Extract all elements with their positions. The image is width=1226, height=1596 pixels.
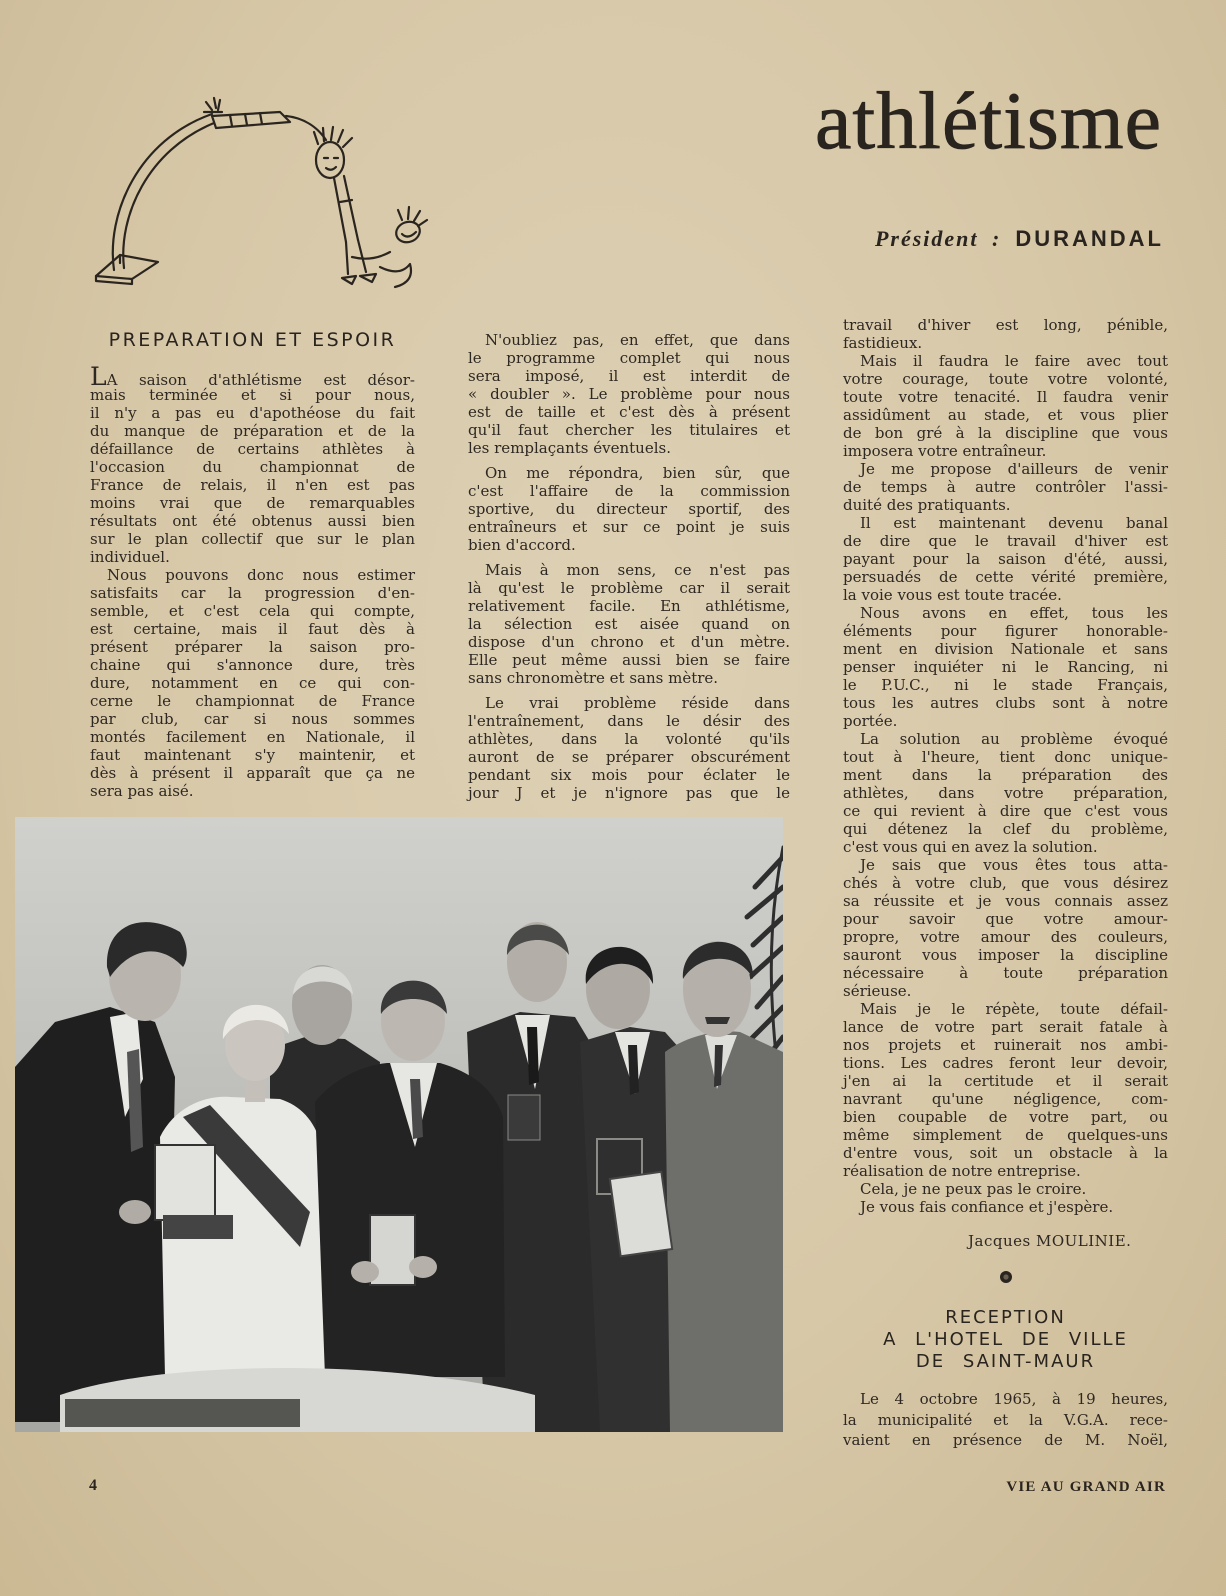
article-paragraph bbox=[468, 561, 790, 687]
text-line: Je sais que vous êtes tous atta- bbox=[860, 856, 1168, 874]
article-paragraph bbox=[843, 514, 1168, 604]
text-line: Je me propose d'ailleurs de venir bbox=[860, 460, 1168, 478]
reception-heading bbox=[843, 1307, 1168, 1373]
text-line: On me répondra, bien sûr, que bbox=[485, 464, 790, 482]
magazine-name: VIE AU GRAND AIR bbox=[1006, 1479, 1166, 1495]
text-line: assidûment au stade, et vous plier bbox=[843, 406, 1168, 424]
text-line: sa réussite et je vous connais assez bbox=[843, 892, 1168, 910]
article-paragraph bbox=[90, 362, 415, 566]
text-line: propre, votre amour des couleurs, bbox=[843, 928, 1168, 946]
text-line: payant pour la saison d'été, aussi, bbox=[843, 550, 1168, 568]
text-line: Mais à mon sens, ce n'est pas bbox=[485, 561, 790, 579]
text-line: navrant qu'une négligence, com- bbox=[843, 1090, 1168, 1108]
text-line: par club, car si nous sommes bbox=[90, 710, 415, 728]
text-line: chés à votre club, que vous désirez bbox=[843, 874, 1168, 892]
text-line: Le vrai problème réside dans bbox=[485, 694, 790, 712]
text-line: Il est maintenant devenu banal bbox=[860, 514, 1168, 532]
article-paragraph bbox=[90, 566, 415, 800]
text-line: tions. Les cadres feront leur devoir, bbox=[843, 1054, 1168, 1072]
text-line: entraîneurs et sur ce point je suis bbox=[468, 518, 790, 536]
text-line: tout à l'heure, tient donc unique- bbox=[843, 748, 1168, 766]
text-line: Je vous fais confiance et j'espère. bbox=[860, 1198, 1114, 1216]
text-line: ce qui revient à dire que c'est vous bbox=[843, 802, 1168, 820]
reception-paragraph bbox=[843, 1389, 1168, 1451]
text-line: imposera votre entraîneur. bbox=[843, 442, 1047, 460]
text-line: la sélection est aisée quand on bbox=[468, 615, 790, 633]
article-paragraph bbox=[843, 460, 1168, 514]
text-line: portée. bbox=[843, 712, 898, 730]
text-line: j'en ai la certitude et il serait bbox=[843, 1072, 1168, 1090]
text-line: résultats ont été obtenus aussi bien bbox=[90, 512, 415, 530]
text-line: chaine qui s'annonce dure, très bbox=[90, 656, 415, 674]
text-line: mais terminée et si pour nous, bbox=[90, 386, 415, 404]
text-line: relativement facile. En athlétisme, bbox=[468, 597, 790, 615]
text-line: persuadés de cette vérité première, bbox=[843, 568, 1168, 586]
text-line: Elle peut même aussi bien se faire bbox=[468, 651, 790, 669]
text-line: travail d'hiver est long, pénible, bbox=[843, 316, 1168, 334]
text-line: l'entraînement, dans le désir des bbox=[468, 712, 790, 730]
text-line: est de taille et c'est dès à présent bbox=[468, 403, 790, 421]
reception-body bbox=[843, 1389, 1168, 1451]
article-column-left bbox=[90, 362, 415, 800]
text-line: le P.U.C., ni le stade Français, bbox=[843, 676, 1168, 694]
text-line: est certaine, mais il faut dès à bbox=[90, 620, 415, 638]
text-line: sans chronomètre et sans mètre. bbox=[468, 669, 719, 687]
president-line bbox=[875, 226, 1164, 252]
text-line: d'entre vous, soit un obstacle à la bbox=[843, 1144, 1168, 1162]
text-line: Nous avons en effet, tous les bbox=[860, 604, 1168, 622]
article-paragraph bbox=[843, 316, 1168, 352]
text-line: duité des pratiquants. bbox=[843, 496, 1011, 514]
text-line: sportive, du directeur sportif, des bbox=[468, 500, 790, 518]
article-column-right bbox=[843, 316, 1168, 1216]
text-line: qu'il faut chercher les titulaires et bbox=[468, 421, 790, 439]
text-line: satisfaits car la progression d'en- bbox=[90, 584, 415, 602]
president-label: Président : bbox=[874, 226, 1002, 251]
text-line: la voie vous est toute tracée. bbox=[843, 586, 1062, 604]
text-line: athlètes, dans la volonté qu'ils bbox=[468, 730, 790, 748]
text-line: athlètes, dans votre préparation, bbox=[843, 784, 1168, 802]
reception-heading-line: A L'HOTEL DE VILLE bbox=[883, 1329, 1128, 1350]
text-line: là qu'est le problème car il serait bbox=[468, 579, 790, 597]
text-line: Mais il faudra le faire avec tout bbox=[860, 352, 1168, 370]
text-line: Mais je le répète, toute défail- bbox=[860, 1000, 1168, 1018]
text-line: du manque de préparation et de la bbox=[90, 422, 415, 440]
text-line: « doubler ». Le problème pour nous bbox=[468, 385, 790, 403]
text-line: jour J et je n'ignore pas que le bbox=[468, 784, 790, 802]
text-line: N'oubliez pas, en effet, que dans bbox=[485, 331, 790, 349]
article-paragraph bbox=[843, 1198, 1168, 1216]
text-line: dispose d'un chrono et d'un mètre. bbox=[468, 633, 790, 651]
article-paragraph bbox=[843, 1000, 1168, 1180]
text-line: l'occasion du championnat de bbox=[90, 458, 415, 476]
text-line: penser inquiéter ni le Rancing, ni bbox=[843, 658, 1168, 676]
text-line: défaillance de certains athlètes à bbox=[90, 440, 415, 458]
article-paragraph bbox=[843, 604, 1168, 730]
article-paragraph bbox=[468, 331, 790, 457]
text-line: bien d'accord. bbox=[468, 536, 576, 554]
text-line: cerne le championnat de France bbox=[90, 692, 415, 710]
text-line: de bon gré à la discipline que vous bbox=[843, 424, 1168, 442]
text-line: sauront vous imposer la discipline bbox=[843, 946, 1168, 964]
text-line: la municipalité et la V.G.A. rece- bbox=[843, 1410, 1168, 1429]
article-paragraph bbox=[468, 464, 790, 554]
text-line: fastidieux. bbox=[843, 334, 923, 352]
text-line: ment dans la préparation des bbox=[843, 766, 1168, 784]
article-paragraph bbox=[468, 694, 790, 802]
text-line: individuel. bbox=[90, 548, 170, 566]
text-line: moins vrai que de remarquables bbox=[90, 494, 415, 512]
reception-heading-line: DE SAINT-MAUR bbox=[915, 1351, 1096, 1372]
text-line: semble, et c'est cela qui compte, bbox=[90, 602, 415, 620]
article-heading: PREPARATION ET ESPOIR bbox=[108, 329, 397, 351]
text-line: présent préparer la saison pro- bbox=[90, 638, 415, 656]
text-line: auront de se préparer obscurément bbox=[468, 748, 790, 766]
text-line: dure, notamment en ce qui con- bbox=[90, 674, 415, 692]
text-line: pour savoir que votre amour- bbox=[843, 910, 1168, 928]
text-line: La solution au problème évoqué bbox=[860, 730, 1168, 748]
text-line: pendant six mois pour éclater le bbox=[468, 766, 790, 784]
pole-vaulter-cartoon bbox=[90, 92, 430, 302]
text-line: le programme complet qui nous bbox=[468, 349, 790, 367]
text-line: même simplement de quelques-uns bbox=[843, 1126, 1168, 1144]
text-line: vaient en présence de M. Noël, bbox=[843, 1431, 1168, 1449]
text-line: toute votre tenacité. Il faudra venir bbox=[843, 388, 1168, 406]
text-line: lance de votre part serait fatale à bbox=[843, 1018, 1168, 1036]
article-paragraph bbox=[843, 1180, 1168, 1198]
text-line: LA saison d'athlétisme est désor- bbox=[90, 362, 415, 391]
text-line: ment en division Nationale et sans bbox=[843, 640, 1168, 658]
text-line: c'est vous qui en avez la solution. bbox=[843, 838, 1098, 856]
text-line: c'est l'affaire de la commission bbox=[468, 482, 790, 500]
text-line: sérieuse. bbox=[843, 982, 912, 1000]
text-line: votre courage, toute votre volonté, bbox=[843, 370, 1168, 388]
page-number: 4 bbox=[89, 1477, 97, 1494]
text-line: sera imposé, il est interdit de bbox=[468, 367, 790, 385]
text-line: Nous pouvons donc nous estimer bbox=[107, 566, 415, 584]
section-title: athlétisme bbox=[814, 75, 1162, 166]
president-name: DURANDAL bbox=[1015, 226, 1164, 251]
text-line: réalisation de notre entreprise. bbox=[843, 1162, 1081, 1180]
author-signature: Jacques MOULINIE. bbox=[968, 1232, 1132, 1250]
text-line: nos projets et ruinerait nos ambi- bbox=[843, 1036, 1168, 1054]
text-line: les remplaçants éventuels. bbox=[468, 439, 671, 457]
text-line: éléments pour figurer honorable- bbox=[843, 622, 1168, 640]
text-line: montés facilement en Nationale, il bbox=[90, 728, 415, 746]
text-line: dès à présent il apparaît que ça ne bbox=[90, 764, 415, 782]
article-column-middle bbox=[468, 331, 790, 802]
text-line: de temps à autre contrôler l'assi- bbox=[843, 478, 1168, 496]
text-line: bien coupable de votre part, ou bbox=[843, 1108, 1168, 1126]
text-line: Cela, je ne peux pas le croire. bbox=[860, 1180, 1087, 1198]
article-paragraph bbox=[843, 352, 1168, 460]
bullet-ornament-icon bbox=[999, 1270, 1013, 1284]
award-ceremony-photo bbox=[15, 817, 783, 1432]
text-line: faut maintenant s'y maintenir, et bbox=[90, 746, 415, 764]
text-line: sera pas aisé. bbox=[90, 782, 194, 800]
text-line: de dire que le travail d'hiver est bbox=[843, 532, 1168, 550]
text-line: Le 4 octobre 1965, à 19 heures, bbox=[860, 1390, 1168, 1408]
article-paragraph bbox=[843, 730, 1168, 856]
article-paragraph bbox=[843, 856, 1168, 1000]
text-line: qui détenez la clef du problème, bbox=[843, 820, 1168, 838]
reception-heading-line: RECEPTION bbox=[945, 1307, 1066, 1328]
text-line: France de relais, il n'en est pas bbox=[90, 476, 415, 494]
text-line: sur le plan collectif que sur le plan bbox=[90, 530, 415, 548]
text-line: il n'y a pas eu d'apothéose du fait bbox=[90, 404, 415, 422]
text-line: tous les autres clubs sont à notre bbox=[843, 694, 1168, 712]
text-line: nécessaire à toute préparation bbox=[843, 964, 1168, 982]
